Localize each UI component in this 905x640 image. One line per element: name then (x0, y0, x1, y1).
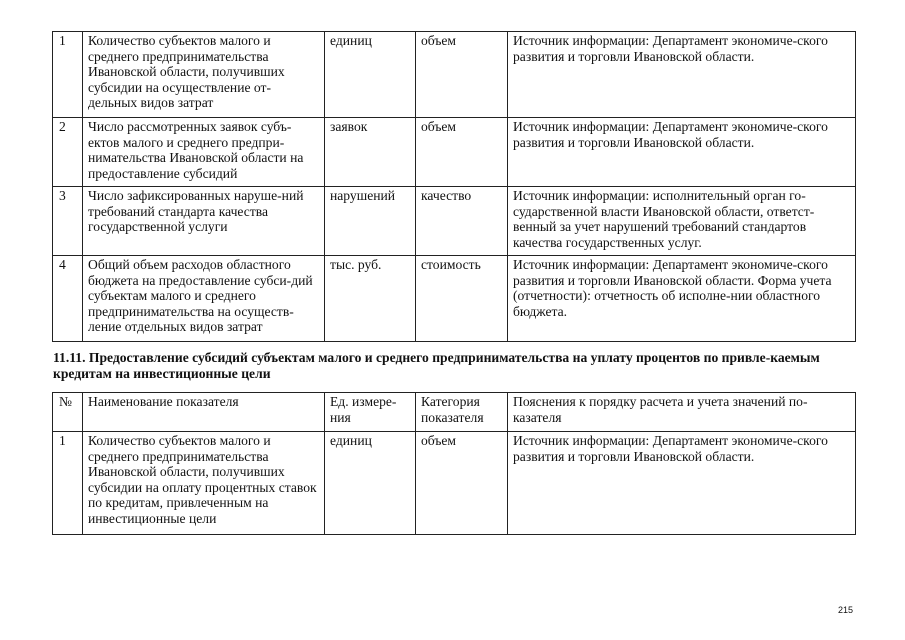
indicator-name: Количество субъектов малого и среднего предпринимательства Ивановской области, получивших субсидии на оплату процентных ставок по кредитам, привлеченным на инвестиционные цели (83, 432, 325, 535)
unit-of-measure: единиц (325, 32, 416, 118)
column-header-unit: Ед. измере-ния (325, 393, 416, 432)
section-heading: 11.11. Предоставление субсидий субъектам малого и среднего предпринимательства на уплату процентов по привле-каемым кредитам на инвестиционные цели (53, 350, 820, 381)
column-header-number: № (53, 393, 83, 432)
indicator-category: объем (416, 32, 508, 118)
unit-of-measure: нарушений (325, 187, 416, 256)
indicator-category: стоимость (416, 256, 508, 342)
indicator-notes: Источник информации: исполнительный орган го-сударственной власти Ивановской области, ответст-венный за учет нарушений требований стандартов качества государственных услуг. (508, 187, 856, 256)
row-number: 2 (53, 118, 83, 187)
table-header-row (53, 393, 856, 432)
indicator-category: качество (416, 187, 508, 256)
unit-of-measure: единиц (325, 432, 416, 535)
indicator-notes: Источник информации: Департамент экономиче-ского развития и торговли Ивановской области. (508, 432, 856, 535)
column-header-notes: Пояснения к порядку расчета и учета значений по-казателя (508, 393, 856, 432)
row-number: 4 (53, 256, 83, 342)
indicator-name: Количество субъектов малого и среднего предпринимательства Ивановской области, получивших субсидии на осуществление от-дельных видов затрат (83, 32, 325, 118)
indicator-notes: Источник информации: Департамент экономиче-ского развития и торговли Ивановской области. (508, 32, 856, 118)
table-row (53, 256, 856, 342)
table-row (53, 32, 856, 118)
table-row (53, 187, 856, 256)
unit-of-measure: тыс. руб. (325, 256, 416, 342)
row-number: 1 (53, 32, 83, 118)
indicator-category: объем (416, 432, 508, 535)
indicator-name: Число рассмотренных заявок субъ-ектов малого и среднего предпри-нимательства Ивановской области на предоставление субсидий (83, 118, 325, 187)
indicators-table-top (52, 31, 856, 342)
column-header-category: Категория показателя (416, 393, 508, 432)
indicators-table-bottom (52, 392, 856, 535)
row-number: 3 (53, 187, 83, 256)
indicator-category: объем (416, 118, 508, 187)
page-number: 215 (838, 605, 854, 615)
table-row (53, 118, 856, 187)
indicator-name: Общий объем расходов областного бюджета на предоставление субси-дий субъектам малого и среднего предпринимательства на осуществ-ление отдельных видов затрат (83, 256, 325, 342)
column-header-name: Наименование показателя (83, 393, 325, 432)
indicator-name: Число зафиксированных наруше-ний требований стандарта качества государственной услуги (83, 187, 325, 256)
indicator-notes: Источник информации: Департамент экономиче-ского развития и торговли Ивановской области. Форма учета (отчетности): отчетность об исполне-нии областного бюджета. (508, 256, 856, 342)
indicator-notes: Источник информации: Департамент экономиче-ского развития и торговли Ивановской области. (508, 118, 856, 187)
row-number: 1 (53, 432, 83, 535)
unit-of-measure: заявок (325, 118, 416, 187)
table-row (53, 432, 856, 535)
